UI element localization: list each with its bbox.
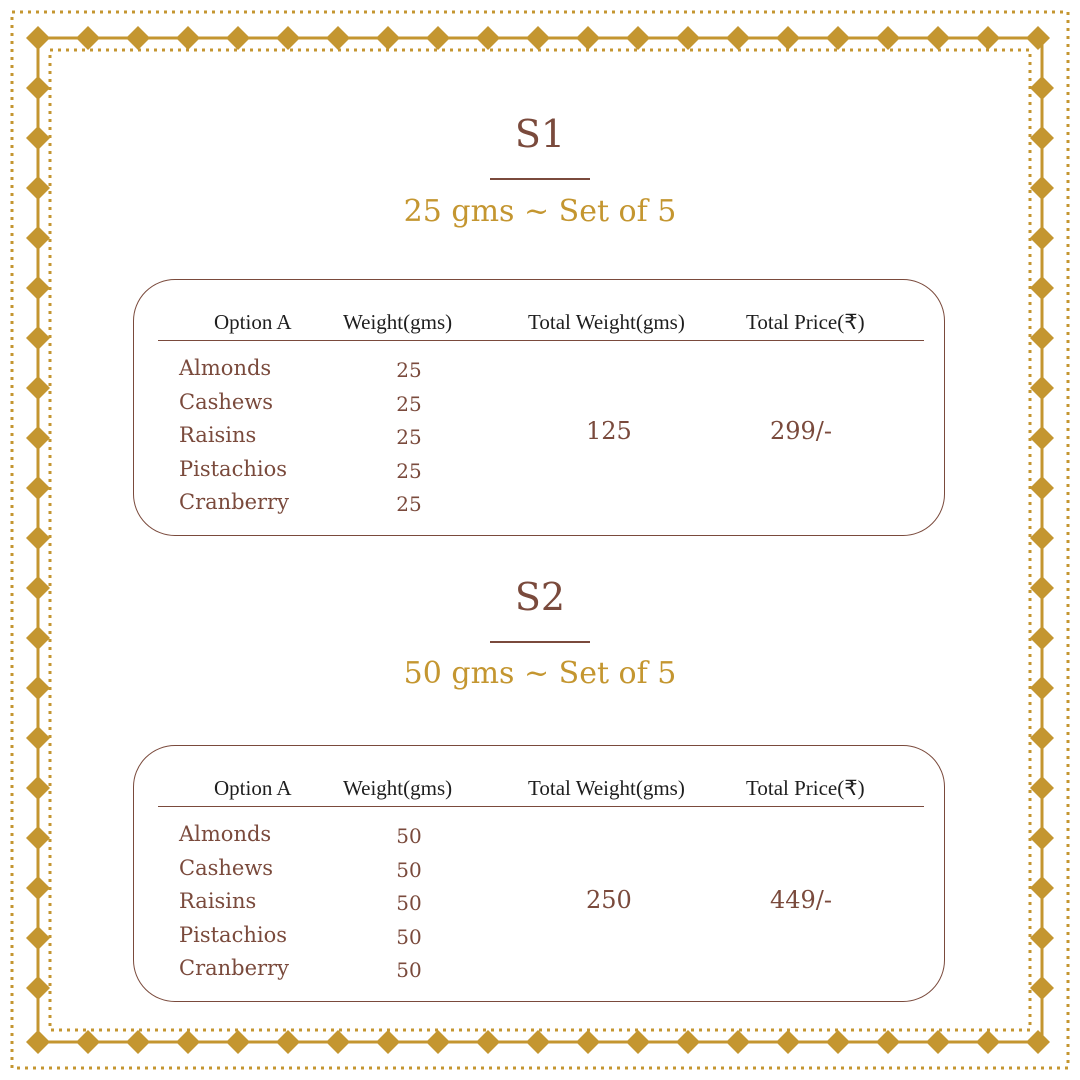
diamond-ornament <box>26 926 50 950</box>
diamond-ornament <box>1030 226 1054 250</box>
item-weight: 25 <box>396 392 422 416</box>
item-weight: 50 <box>396 891 422 915</box>
diamond-ornament <box>826 1030 850 1054</box>
item-name: Raisins <box>179 889 257 913</box>
diamond-ornament <box>1030 976 1054 1000</box>
table-row <box>134 822 944 856</box>
header-divider <box>158 806 924 807</box>
table-row <box>134 356 944 390</box>
item-weight: 50 <box>396 858 422 882</box>
diamond-ornament <box>226 26 250 50</box>
item-name: Cashews <box>179 390 274 414</box>
set-2-rule <box>490 641 590 643</box>
total-price-value: 449/- <box>770 886 833 914</box>
diamond-ornament <box>1030 276 1054 300</box>
item-weight: 25 <box>396 459 422 483</box>
diamond-ornament <box>26 526 50 550</box>
diamond-ornament <box>26 726 50 750</box>
diamond-ornament <box>276 1030 300 1054</box>
diamond-ornament <box>576 1030 600 1054</box>
set-1-table <box>133 279 945 536</box>
diamond-ornament <box>376 1030 400 1054</box>
item-name: Cranberry <box>179 490 289 514</box>
table-row <box>134 956 944 990</box>
diamond-ornament <box>526 1030 550 1054</box>
diamond-ornament <box>26 326 50 350</box>
diamond-ornament <box>1030 626 1054 650</box>
header-total-weight: Total Weight(gms) <box>528 310 685 334</box>
diamond-ornament <box>576 26 600 50</box>
diamond-ornament <box>1030 426 1054 450</box>
set-1-rule <box>490 178 590 180</box>
diamond-ornament <box>26 826 50 850</box>
diamond-ornament <box>176 26 200 50</box>
diamond-ornament <box>1030 926 1054 950</box>
diamond-ornament <box>626 26 650 50</box>
diamond-ornament <box>26 226 50 250</box>
set-2-subtitle: 50 gms ~ Set of 5 <box>403 656 677 691</box>
diamond-ornament <box>726 26 750 50</box>
diamond-ornament <box>826 26 850 50</box>
diamond-ornament <box>1030 876 1054 900</box>
table-row <box>134 490 944 524</box>
diamond-ornament <box>776 26 800 50</box>
total-price-value: 299/- <box>770 417 833 445</box>
item-weight: 25 <box>396 425 422 449</box>
item-weight: 50 <box>396 958 422 982</box>
diamond-ornament <box>1030 726 1054 750</box>
diamond-ornament <box>676 1030 700 1054</box>
item-name: Cashews <box>179 856 274 880</box>
diamond-ornament <box>926 1030 950 1054</box>
diamond-ornament <box>526 26 550 50</box>
diamond-ornament <box>1030 326 1054 350</box>
diamond-ornament <box>376 26 400 50</box>
diamond-ornament <box>776 1030 800 1054</box>
diamond-ornament <box>26 776 50 800</box>
diamond-ornament <box>226 1030 250 1054</box>
item-name: Cranberry <box>179 956 289 980</box>
set-2-title: S2 <box>514 575 566 619</box>
header-divider <box>158 340 924 341</box>
diamond-ornament <box>26 26 50 50</box>
diamond-ornament <box>626 1030 650 1054</box>
diamond-ornament <box>676 26 700 50</box>
diamond-ornament <box>26 376 50 400</box>
diamond-ornament <box>876 1030 900 1054</box>
diamond-ornament <box>876 26 900 50</box>
diamond-ornament <box>276 26 300 50</box>
set-1-title: S1 <box>514 112 566 156</box>
total-weight-value: 125 <box>586 417 632 445</box>
diamond-ornament <box>1030 776 1054 800</box>
diamond-ornament <box>176 1030 200 1054</box>
diamond-ornament <box>26 626 50 650</box>
header-total-price: Total Price(₹) <box>746 776 865 800</box>
header-option: Option A <box>214 310 292 334</box>
item-name: Pistachios <box>179 923 288 947</box>
diamond-ornament <box>976 26 1000 50</box>
header-weight: Weight(gms) <box>343 310 453 334</box>
item-weight: 50 <box>396 925 422 949</box>
diamond-ornament <box>1026 1030 1050 1054</box>
diamond-ornament <box>26 426 50 450</box>
table-row <box>134 457 944 491</box>
diamond-ornament <box>26 1030 50 1054</box>
diamond-ornament <box>726 1030 750 1054</box>
set-2-table <box>133 745 945 1002</box>
diamond-ornament <box>26 476 50 500</box>
diamond-ornament <box>426 1030 450 1054</box>
diamond-ornament <box>126 1030 150 1054</box>
total-weight-value: 250 <box>586 886 632 914</box>
diamond-ornament <box>1030 826 1054 850</box>
diamond-ornament <box>476 26 500 50</box>
diamond-ornament <box>1030 376 1054 400</box>
item-name: Almonds <box>179 356 272 380</box>
table-row <box>134 923 944 957</box>
diamond-ornament <box>326 26 350 50</box>
diamond-ornament <box>976 1030 1000 1054</box>
header-total-price: Total Price(₹) <box>746 310 865 334</box>
diamond-ornament <box>1030 476 1054 500</box>
set-1-subtitle: 25 gms ~ Set of 5 <box>403 194 677 229</box>
item-weight: 25 <box>396 358 422 382</box>
item-name: Raisins <box>179 423 257 447</box>
header-option: Option A <box>214 776 292 800</box>
diamond-ornament <box>1030 526 1054 550</box>
diamond-ornament <box>26 76 50 100</box>
diamond-ornament <box>326 1030 350 1054</box>
diamond-ornament <box>476 1030 500 1054</box>
diamond-ornament <box>26 276 50 300</box>
diamond-ornament <box>1030 76 1054 100</box>
item-name: Pistachios <box>179 457 288 481</box>
header-total-weight: Total Weight(gms) <box>528 776 685 800</box>
item-name: Almonds <box>179 822 272 846</box>
diamond-ornament <box>1026 26 1050 50</box>
diamond-ornament <box>76 1030 100 1054</box>
diamond-ornament <box>426 26 450 50</box>
item-weight: 25 <box>396 492 422 516</box>
diamond-ornament <box>926 26 950 50</box>
diamond-ornament <box>126 26 150 50</box>
diamond-ornament <box>26 976 50 1000</box>
diamond-ornament <box>26 876 50 900</box>
item-weight: 50 <box>396 824 422 848</box>
diamond-ornament <box>76 26 100 50</box>
table-row <box>134 856 944 890</box>
header-weight: Weight(gms) <box>343 776 453 800</box>
